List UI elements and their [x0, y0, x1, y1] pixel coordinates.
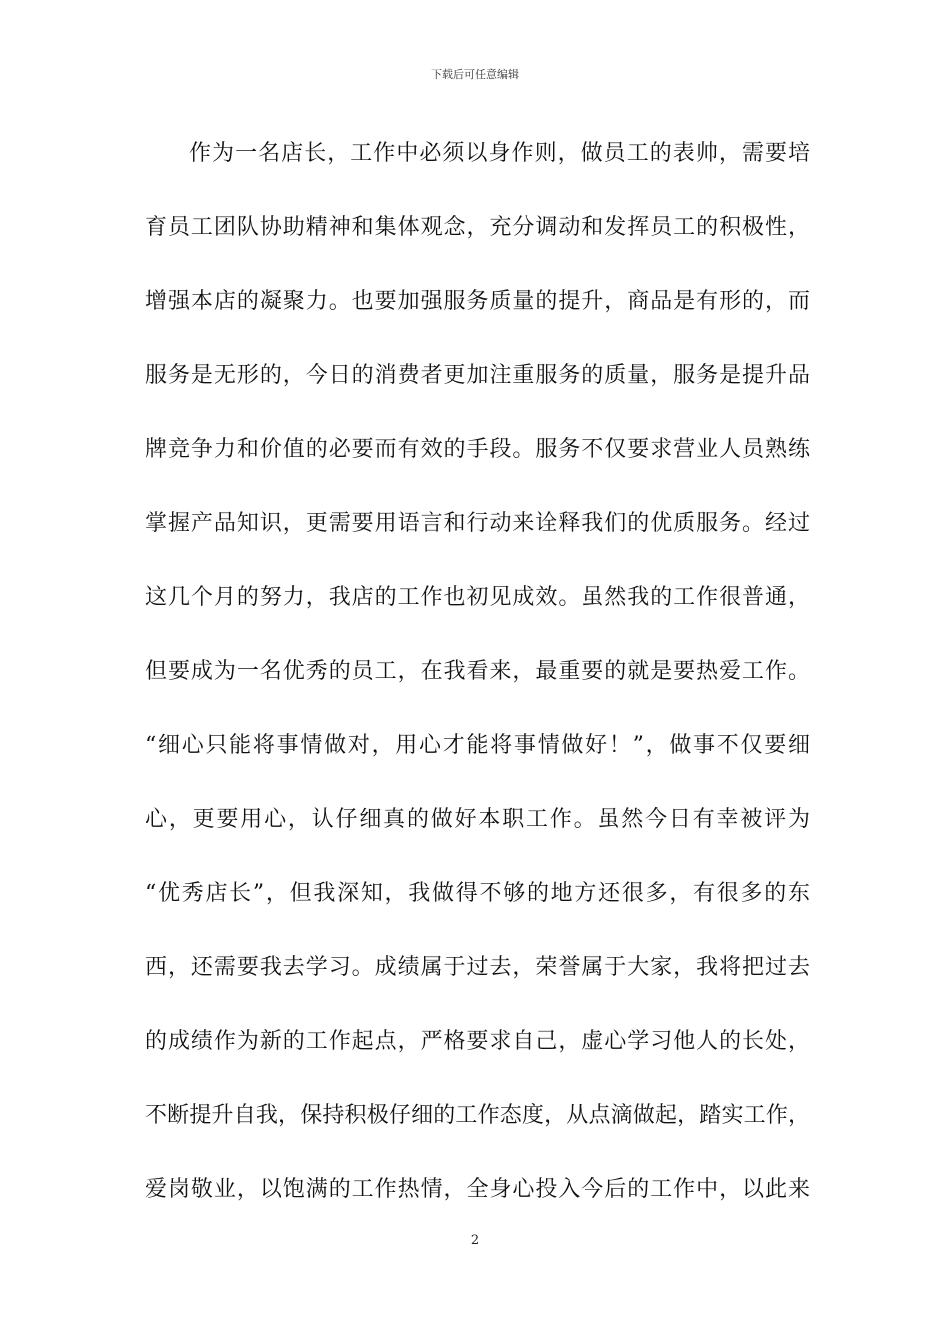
text-line: 育员工团队协助精神和集体观念，充分调动和发挥员工的积极性，: [145, 215, 810, 240]
page-number: 2: [470, 1233, 480, 1248]
text-line: 掌握产品知识，更需要用语言和行动来诠释我们的优质服务。经过: [145, 511, 810, 536]
text-line: 但要成为一名优秀的员工，在我看来，最重要的就是要热爱工作。: [145, 659, 810, 684]
text-line: 增强本店的凝聚力。也要加强服务质量的提升，商品是有形的，而: [145, 289, 810, 314]
text-line: “细心只能将事情做对，用心才能将事情做好！”，做事不仅要细: [145, 733, 810, 758]
header-note: 下载后可任意编辑: [431, 68, 519, 81]
text-line: 心，更要用心，认仔细真的做好本职工作。虽然今日有幸被评为: [145, 807, 810, 832]
text-line: 的成绩作为新的工作起点，严格要求自己，虚心学习他人的长处，: [145, 1029, 810, 1054]
body-text: [145, 131, 810, 1241]
text-line: 爱岗敬业，以饱满的工作热情，全身心投入今后的工作中，以此来: [145, 1177, 810, 1202]
text-line: 作为一名店长，工作中必须以身作则，做员工的表帅，需要培: [189, 141, 810, 166]
text-line: 牌竞争力和价值的必要而有效的手段。服务不仅要求营业人员熟练: [145, 437, 810, 462]
text-line: “优秀店长”，但我深知，我做得不够的地方还很多，有很多的东: [145, 881, 810, 906]
text-line: 不断提升自我，保持积极仔细的工作态度，从点滴做起，踏实工作，: [145, 1103, 810, 1128]
text-line: 这几个月的努力，我店的工作也初见成效。虽然我的工作很普通，: [145, 585, 810, 610]
text-line: 西，还需要我去学习。成绩属于过去，荣誉属于大家，我将把过去: [145, 955, 810, 980]
text-line: 服务是无形的，今日的消费者更加注重服务的质量，服务是提升品: [145, 363, 810, 388]
